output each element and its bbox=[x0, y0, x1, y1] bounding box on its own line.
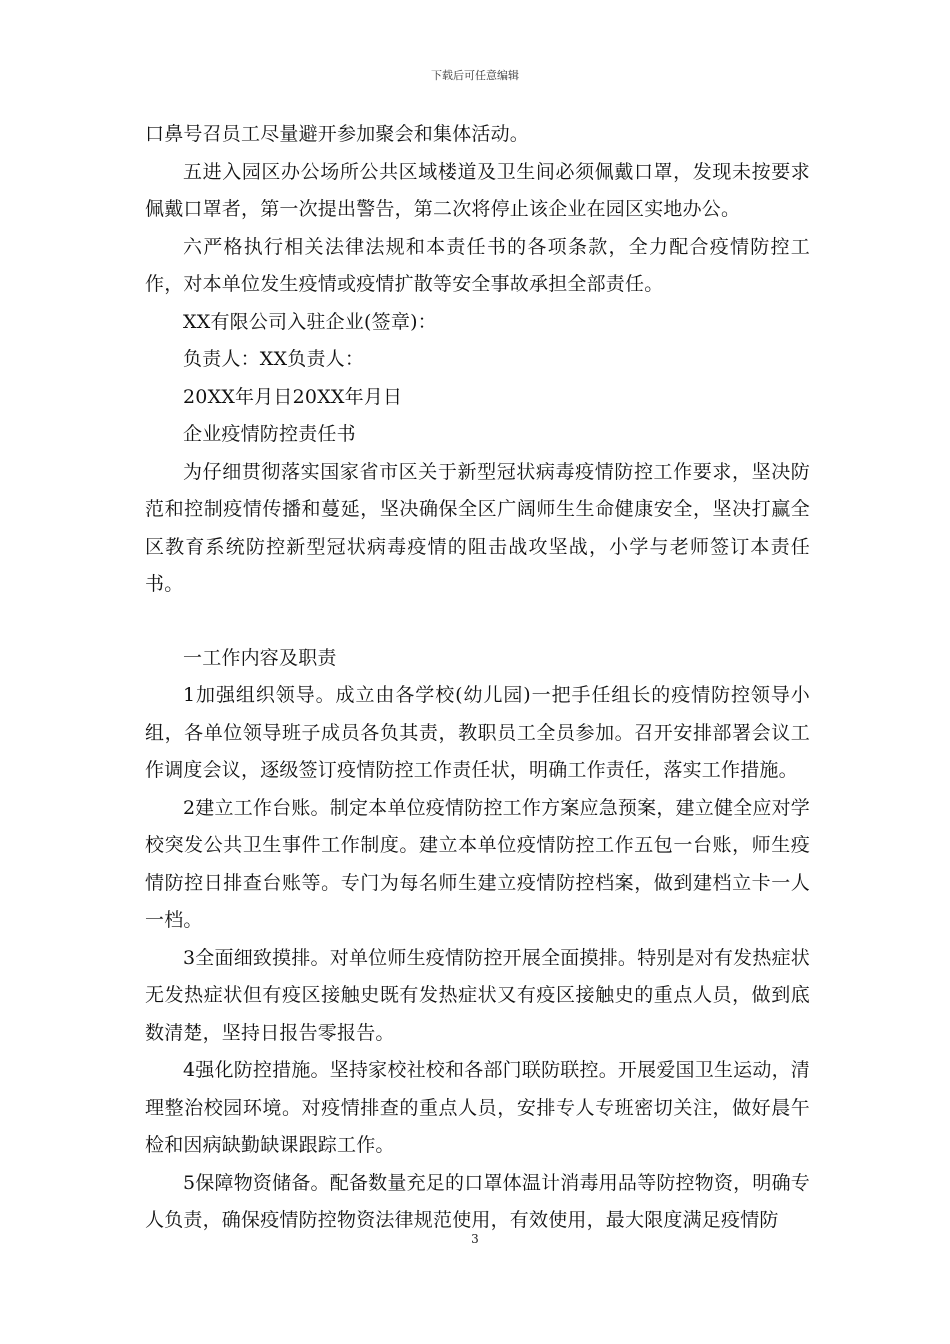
document-body bbox=[145, 116, 810, 1240]
paragraph: 六严格执行相关法律法规和本责任书的各项条款，全力配合疫情防控工作，对本单位发生疫情或疫情扩散等安全事故承担全部责任。 bbox=[145, 235, 810, 295]
paragraph: 五进入园区办公场所公共区域楼道及卫生间必须佩戴口罩，发现未按要求佩戴口罩者，第一次提出警告，第二次将停止该企业在园区实地办公。 bbox=[145, 160, 810, 220]
paragraph: 5保障物资储备。配备数量充足的口罩体温计消毒用品等防控物资，明确专人负责，确保疫情防控物资法律规范使用，有效使用，最大限度满足疫情防 bbox=[145, 1171, 810, 1231]
paragraph: 1加强组织领导。成立由各学校(幼儿园)一把手任组长的疫情防控领导小组，各单位领导班子成员各负其责，教职员工全员参加。召开安排部署会议工作调度会议，逐级签订疫情防控工作责任状，明确工作责任，落实工作措施。 bbox=[145, 684, 810, 781]
blank-line bbox=[145, 604, 810, 640]
paragraph: 为仔细贯彻落实国家省市区关于新型冠状病毒疫情防控工作要求，坚决防范和控制疫情传播和蔓延，坚决确保全区广阔师生生命健康安全，坚决打赢全区教育系统防控新型冠状病毒疫情的阻击战攻坚战，小学与老师签订本责任书。 bbox=[145, 460, 810, 595]
paragraph: 口鼻号召员工尽量避开参加聚会和集体活动。 bbox=[145, 123, 530, 145]
paragraph: 企业疫情防控责任书 bbox=[183, 423, 356, 445]
paragraph: 2建立工作台账。制定本单位疫情防控工作方案应急预案，建立健全应对学校突发公共卫生事件工作制度。建立本单位疫情防控工作五包一台账，师生疫情防控日排查台账等。专门为每名师生建立疫情防控档案，做到建档立卡一人一档。 bbox=[145, 796, 810, 931]
paragraph: 4强化防控措施。坚持家校社校和各部门联防联控。开展爱国卫生运动，清理整治校园环境。对疫情排查的重点人员，安排专人专班密切关注，做好晨午检和因病缺勤缺课跟踪工作。 bbox=[145, 1059, 810, 1156]
page-number: 3 bbox=[471, 1232, 479, 1246]
page-header: 下载后可任意编辑 bbox=[431, 69, 519, 82]
paragraph-group-top bbox=[145, 116, 810, 604]
paragraph: 20XX年月日20XX年月日 bbox=[183, 385, 403, 408]
paragraph: 一工作内容及职责 bbox=[183, 646, 337, 669]
paragraph: 3全面细致摸排。对单位师生疫情防控开展全面摸排。特别是对有发热症状无发热症状但有疫区接触史既有发热症状又有疫区接触史的重点人员，做到底数清楚，坚持日报告零报告。 bbox=[145, 946, 810, 1044]
paragraph: XX有限公司入驻企业(签章)： bbox=[183, 310, 437, 333]
paragraph: 负责人：XX负责人： bbox=[183, 348, 365, 370]
paragraph-group-bottom bbox=[145, 640, 810, 1240]
